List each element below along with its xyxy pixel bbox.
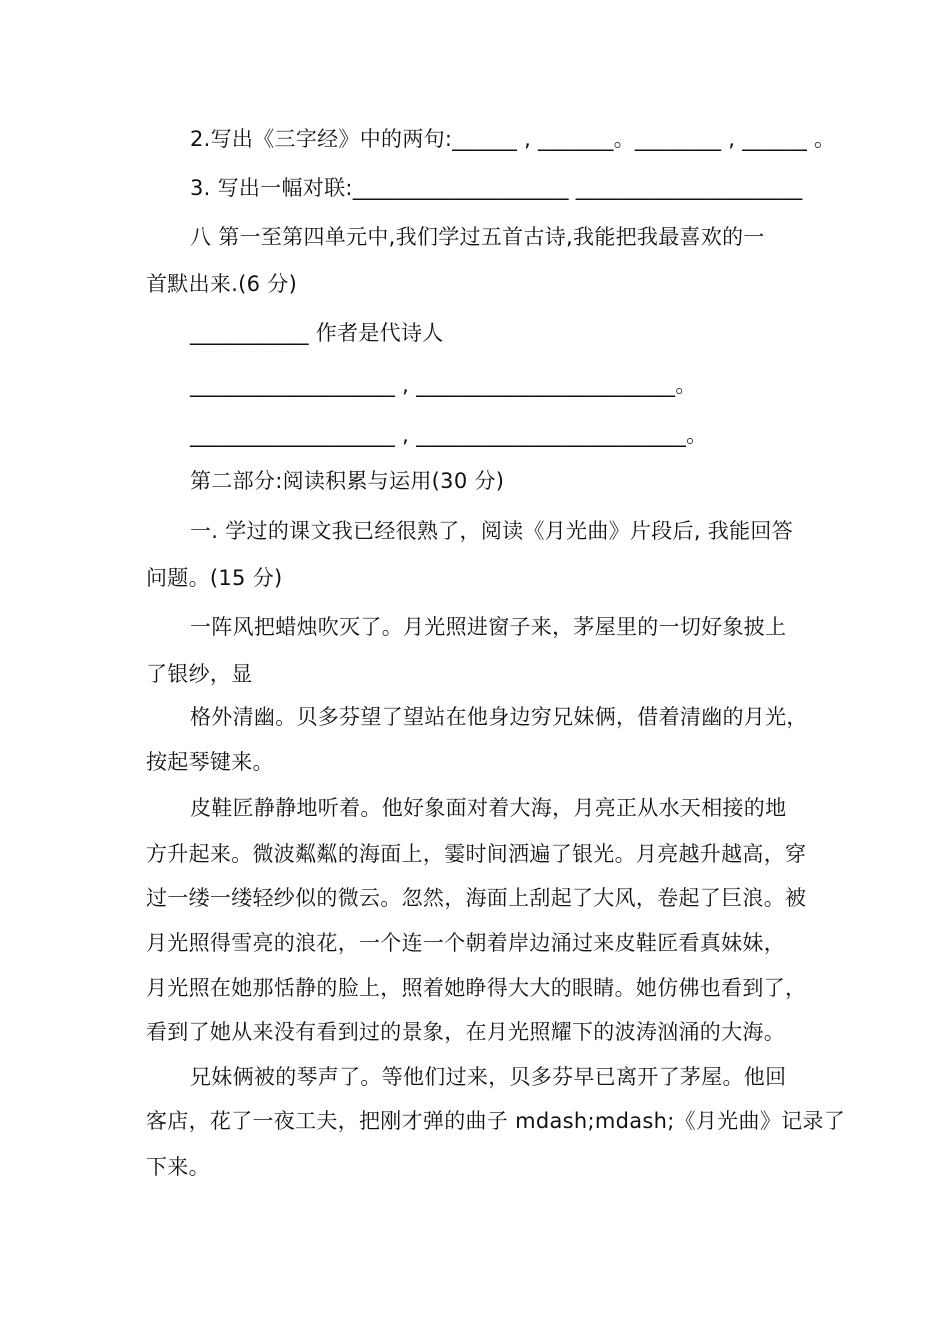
question-2-sanzijing: 2.写出《三字经》中的两句:______ , _______。________ , ______ 。: [190, 127, 836, 151]
question-3-couplet: 3. 写出一幅对联:____________________ _____________________: [190, 176, 803, 200]
passage-paragraph-3-line-1: 皮鞋匠静静地听着。他好象面对着大海，月亮正从水天相接的地: [190, 796, 787, 820]
passage-paragraph-4-line-1: 兄妹俩被的琴声了。等他们过来，贝多芬早已离开了茅屋。他回: [190, 1065, 787, 1089]
passage-paragraph-2-line-2: 按起琴键来。: [146, 750, 274, 774]
poem-line-blank-1: ___________________ , ________________________。: [190, 373, 697, 397]
reading-question-intro-line-1: 一. 学过的课文我已经很熟了，阅读《月光曲》片段后, 我能回答: [190, 519, 793, 543]
passage-paragraph-3-line-3: 过一缕一缕轻纱似的微云。忽然，海面上刮起了大风，卷起了巨浪。被: [146, 886, 807, 910]
passage-paragraph-4-line-2: 客店，花了一夜工夫，把刚才弹的曲子 mdash;mdash;《月光曲》记录了: [146, 1109, 846, 1133]
section-8-heading-line-1: 八 第一至第四单元中,我们学过五首古诗,我能把我最喜欢的一: [190, 225, 765, 249]
passage-paragraph-3-line-5: 月光照在她那恬静的脸上，照着她睁得大大的眼睛。她仿佛也看到了，: [146, 976, 807, 1000]
poem-line-blank-2: ___________________ , _________________________。: [190, 423, 708, 447]
poem-title-author-blank: ___________ 作者是代诗人: [190, 321, 444, 345]
passage-paragraph-1-line-2: 了银纱，显: [146, 662, 253, 686]
part-2-heading: 第二部分:阅读积累与运用(30 分): [190, 469, 505, 493]
passage-paragraph-3-line-2: 方升起来。微波粼粼的海面上，霎时间洒遍了银光。月亮越升越高，穿: [146, 842, 807, 866]
passage-paragraph-2-line-1: 格外清幽。贝多芬望了望站在他身边穷兄妹俩，借着清幽的月光，: [190, 705, 808, 729]
section-8-heading-line-2: 首默出来.(6 分): [146, 272, 298, 296]
passage-paragraph-1-line-1: 一阵风把蜡烛吹灭了。月光照进窗子来，茅屋里的一切好象披上: [190, 615, 787, 639]
passage-paragraph-4-line-3: 下来。: [146, 1155, 210, 1179]
passage-paragraph-3-line-4: 月光照得雪亮的浪花，一个连一个朝着岸边涌过来皮鞋匠看真妹妹，: [146, 931, 785, 955]
reading-question-intro-line-2: 问题。(15 分): [146, 566, 283, 590]
passage-paragraph-3-line-6: 看到了她从来没有看到过的景象，在月光照耀下的波涛汹涌的大海。: [146, 1020, 785, 1044]
